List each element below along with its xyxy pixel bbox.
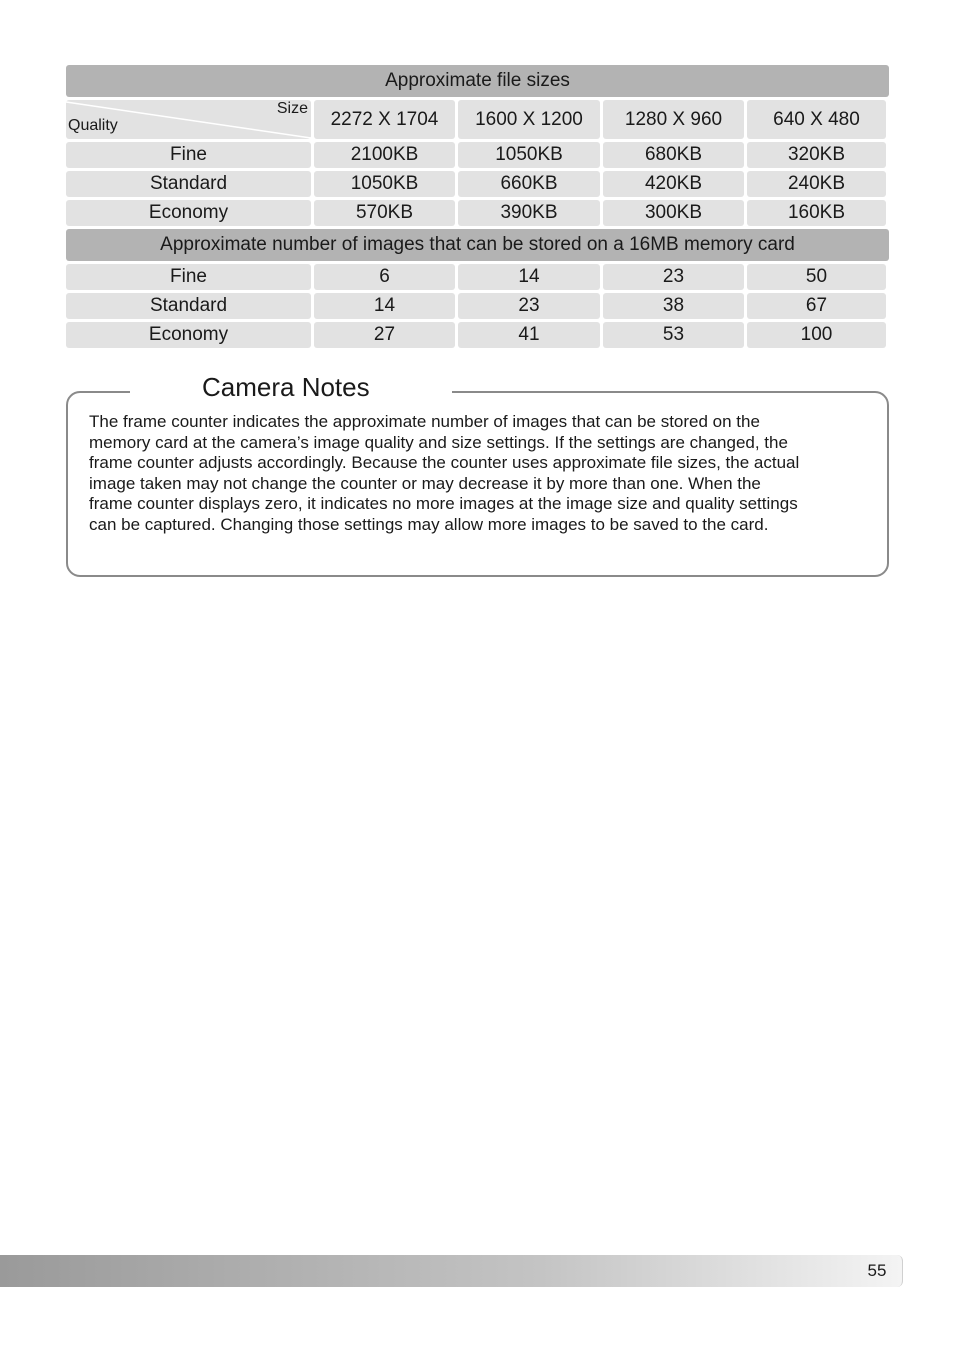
camera-notes-text <box>89 412 879 536</box>
size-header-cell: 640 X 480 <box>747 100 886 139</box>
value-cell: 680KB <box>603 142 744 168</box>
size-header-row <box>66 100 889 139</box>
file-size-table <box>66 65 889 348</box>
value-cell: 38 <box>603 293 744 319</box>
quality-cell: Fine <box>66 264 311 290</box>
value-cell: 23 <box>458 293 600 319</box>
table-row <box>66 322 889 348</box>
size-header-cell: 1600 X 1200 <box>458 100 600 139</box>
notes-line: can be captured. Changing those settings may allow more images to be saved to the card. <box>89 514 769 534</box>
value-cell: 6 <box>314 264 455 290</box>
quality-cell: Fine <box>66 142 311 168</box>
value-cell: 50 <box>747 264 886 290</box>
quality-size-corner-cell <box>66 100 311 139</box>
value-cell: 14 <box>458 264 600 290</box>
value-cell: 320KB <box>747 142 886 168</box>
notes-line: frame counter displays zero, it indicates no more images at the image size and quality settings <box>89 494 798 514</box>
file-sizes-title: Approximate file sizes <box>66 65 889 97</box>
value-cell: 240KB <box>747 171 886 197</box>
size-header-cell: 2272 X 1704 <box>314 100 455 139</box>
table-row <box>66 293 889 319</box>
value-cell: 41 <box>458 322 600 348</box>
size-header-cell: 1280 X 960 <box>603 100 744 139</box>
value-cell: 1050KB <box>314 171 455 197</box>
table-row <box>66 264 889 290</box>
value-cell: 300KB <box>603 200 744 226</box>
value-cell: 660KB <box>458 171 600 197</box>
quality-cell: Economy <box>66 200 311 226</box>
value-cell: 160KB <box>747 200 886 226</box>
size-label: Size <box>276 100 308 117</box>
notes-line: The frame counter indicates the approximate number of images that can be stored on the <box>89 412 760 431</box>
footer-bar <box>0 1255 903 1287</box>
value-cell: 2100KB <box>314 142 455 168</box>
notes-line: memory card at the camera’s image quality and size settings. If the settings are changed, the <box>89 432 788 452</box>
notes-line: image taken may not change the counter or may decrease it by more than one. When the <box>89 473 761 493</box>
quality-cell: Standard <box>66 171 311 197</box>
page-number: 55 <box>867 1261 887 1280</box>
notes-line: frame counter adjusts accordingly. Because the counter uses approximate file sizes, the actual <box>89 453 800 473</box>
value-cell: 27 <box>314 322 455 348</box>
table-row <box>66 142 889 168</box>
table-row <box>66 171 889 197</box>
value-cell: 1050KB <box>458 142 600 168</box>
value-cell: 100 <box>747 322 886 348</box>
table-row <box>66 200 889 226</box>
value-cell: 53 <box>603 322 744 348</box>
value-cell: 420KB <box>603 171 744 197</box>
value-cell: 14 <box>314 293 455 319</box>
quality-cell: Standard <box>66 293 311 319</box>
quality-label: Quality <box>68 117 118 134</box>
value-cell: 23 <box>603 264 744 290</box>
value-cell: 570KB <box>314 200 455 226</box>
camera-notes-title: Camera Notes <box>202 372 370 402</box>
value-cell: 390KB <box>458 200 600 226</box>
quality-cell: Economy <box>66 322 311 348</box>
image-count-title: Approximate number of images that can be stored on a 16MB memory card <box>66 229 889 261</box>
value-cell: 67 <box>747 293 886 319</box>
